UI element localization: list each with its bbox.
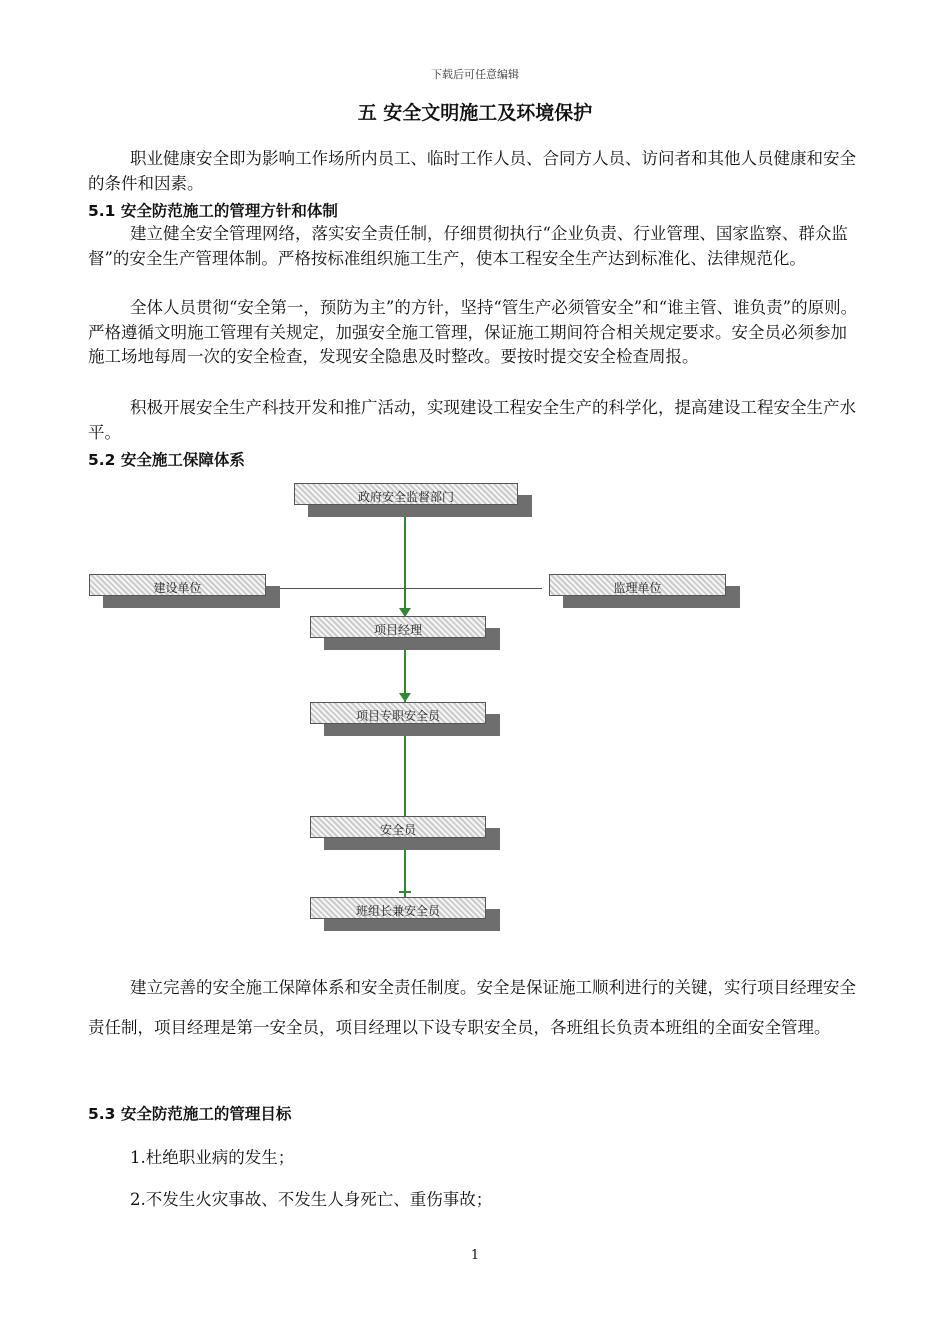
node-team-label: 班组长兼安全员 <box>310 897 486 919</box>
node-owner-label: 建设单位 <box>89 574 266 596</box>
node-supervisor-label: 监理单位 <box>549 574 726 596</box>
arrow-to-safety-officer <box>399 693 411 702</box>
paragraph-5-1-2: 全体人员贯彻“安全第一，预防为主”的方针，坚持“管生产必须管安全”和“谁主管、谁负责”的原则。严格遵循文明施工管理有关规定，加强安全施工管理，保证施工期间符合相关规定要求。安全员必须参加施工场地每周一次的安全检查，发现安全隐患及时整改。要按时提交安全检查周报。 <box>88 298 858 366</box>
node-safety <box>310 816 486 838</box>
section-title: 五 安全文明施工及环境保护 <box>357 102 593 124</box>
node-gov-label: 政府安全监督部门 <box>294 483 518 505</box>
heading-5-1: 5.1 安全防范施工的管理方针和体制 <box>88 202 338 220</box>
node-gov <box>294 483 518 505</box>
connector-horizontal <box>266 588 542 589</box>
heading-5-2: 5.2 安全施工保障体系 <box>88 451 245 469</box>
page-header: 下载后可任意编辑 <box>431 68 519 81</box>
goal-item-1: 1.杜绝职业病的发生； <box>130 1148 295 1167</box>
paragraph-5-1-3: 积极开展安全生产科技开发和推广活动，实现建设工程安全生产的科学化，提高建设工程安全生产水平。 <box>88 398 856 442</box>
node-supervisor <box>549 574 726 596</box>
paragraph-5-2: 建立完善的安全施工保障体系和安全责任制度。安全是保证施工顺利进行的关键，实行项目经理安全责任制，项目经理是第一安全员，项目经理以下设专职安全员，各班组长负责本班组的全面安全管理。 <box>88 978 856 1037</box>
page-number: 1 <box>470 1248 480 1263</box>
paragraph-5-1-1: 建立健全安全管理网络，落实安全责任制，仔细贯彻执行“企业负责、行业管理、国家监察、群众监督”的安全生产管理体制。严格按标准组织施工生产，使本工程安全生产达到标准化、法律规范化。 <box>88 224 848 268</box>
goal-item-2: 2.不发生火灾事故、不发生人身死亡、重伤事故； <box>130 1190 493 1209</box>
node-safety-label: 安全员 <box>310 816 486 838</box>
node-pm <box>310 616 486 638</box>
node-team <box>310 897 486 919</box>
arrow-to-team <box>399 891 411 893</box>
node-safety-officer-label: 项目专职安全员 <box>310 702 486 724</box>
heading-5-3: 5.3 安全防范施工的管理目标 <box>88 1105 292 1123</box>
node-owner <box>89 574 266 596</box>
intro-paragraph: 职业健康安全即为影响工作场所内员工、临时工作人员、合同方人员、访问者和其他人员健康和安全的条件和因素。 <box>88 149 856 193</box>
node-safety-officer <box>310 702 486 724</box>
node-pm-label: 项目经理 <box>310 616 486 638</box>
